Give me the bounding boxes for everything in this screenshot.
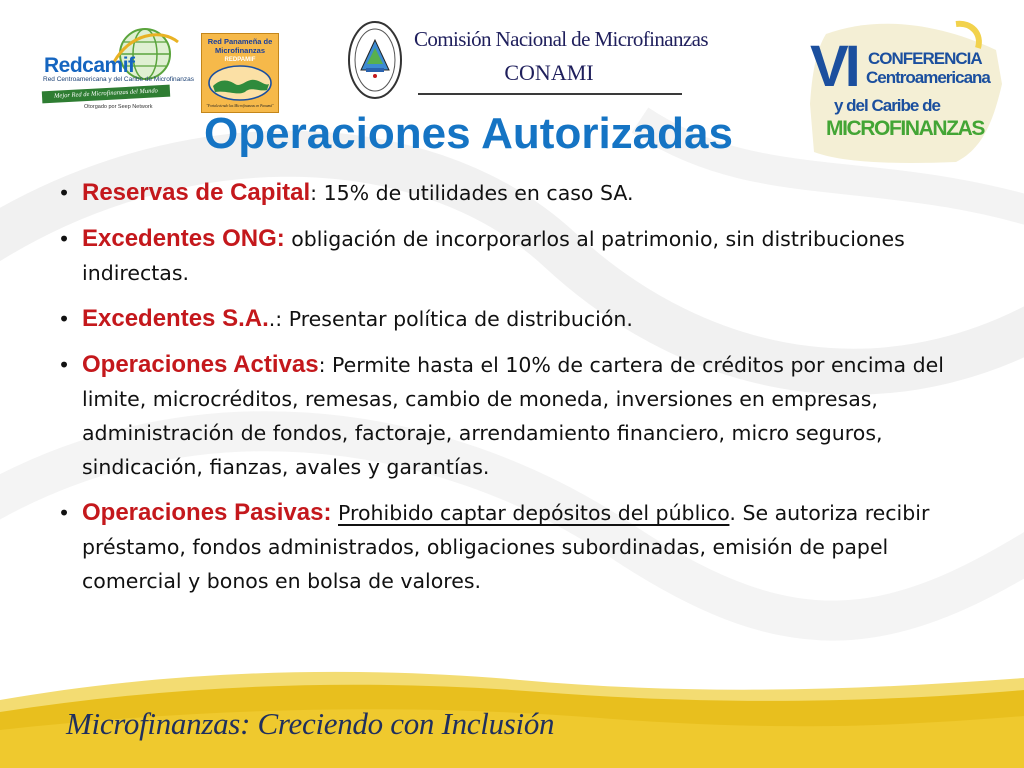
bullet-term: Operaciones Pasivas: [82, 499, 332, 526]
bullet-text: Permite hasta el 10% de cartera de créditos por encima del limite, microcréditos, remesas, cambio de moneda, inversiones en empresas, administración de fondos, factoraje, arrendamiento financiero, micro seguros, sindicación, fianzas, avales y garantías. [82, 353, 944, 479]
national-seal-icon [346, 18, 404, 102]
bullet-marker: • [58, 501, 71, 525]
conami-title: Comisión Nacional de Microfinanzas [414, 27, 708, 51]
conference-line3: y del Caribe de [834, 96, 940, 115]
redcamif-name: Redcamif [44, 54, 135, 77]
conference-logo [806, 14, 1006, 164]
bullet-item [58, 176, 963, 210]
redcamif-award: Otorgado por Seep Network [84, 104, 153, 110]
redcamif-logo [40, 24, 195, 120]
redpamif-tagline: "Fortaleciendo las Microfinanzas en Panamá" [206, 104, 274, 108]
page-title: Operaciones Autorizadas [204, 109, 733, 158]
redpamif-title: Red Panameña de Microfinanzas [207, 37, 273, 55]
conami-divider [418, 93, 682, 95]
bullet-marker: • [58, 181, 71, 205]
bullet-underlined-text: Prohibido captar depósitos del público [338, 501, 730, 525]
bullet-marker: • [58, 227, 71, 251]
bullet-item [58, 348, 963, 484]
panama-map-icon [207, 64, 273, 102]
bullet-term: Excedentes S.A. [82, 305, 269, 332]
conami-acronym: CONAMI [504, 60, 594, 85]
conference-numeral: VI [810, 34, 857, 99]
redcamif-subtitle: Red Centroamericana y del Caribe de Microfinanzas [43, 76, 195, 83]
bullet-text: obligación de incorporarlos al patrimonio, sin distribuciones indirectas. [82, 227, 905, 285]
bullet-text: 15% de utilidades en caso SA. [317, 181, 634, 205]
footer-slogan: Microfinanzas: Creciendo con Inclusión [66, 706, 555, 741]
bullet-term: Excedentes ONG: [82, 225, 285, 252]
conference-line1: CONFERENCIA [868, 49, 982, 68]
bullet-term: Operaciones Activas [82, 351, 319, 378]
redpamif-logo [201, 33, 279, 113]
bullet-item [58, 302, 963, 336]
conference-line4: MICROFINANZAS [826, 117, 984, 140]
redpamif-acronym: REDPAMIF [224, 57, 256, 63]
bullet-text: . Se autoriza recibir préstamo, fondos administrados, obligaciones subordinadas, emisión de papel comercial y bonos en bolsa de valores. [82, 501, 930, 593]
bullet-term: Reservas de Capital [82, 179, 311, 206]
bullet-text: Presentar política de distribución. [282, 307, 633, 331]
bullet-item [58, 496, 963, 598]
bullet-item [58, 222, 963, 290]
bullet-marker: • [58, 307, 71, 331]
bullet-separator: : [318, 353, 326, 377]
conference-line2: Centroamericana [866, 68, 990, 87]
bullet-marker: • [58, 353, 71, 377]
bullet-list [58, 176, 963, 610]
bullet-separator: .: [268, 307, 283, 331]
redcamif-ribbon: Mejor Red de Microfinanzas del Mundo [42, 85, 170, 104]
bullet-separator: : [310, 181, 318, 205]
